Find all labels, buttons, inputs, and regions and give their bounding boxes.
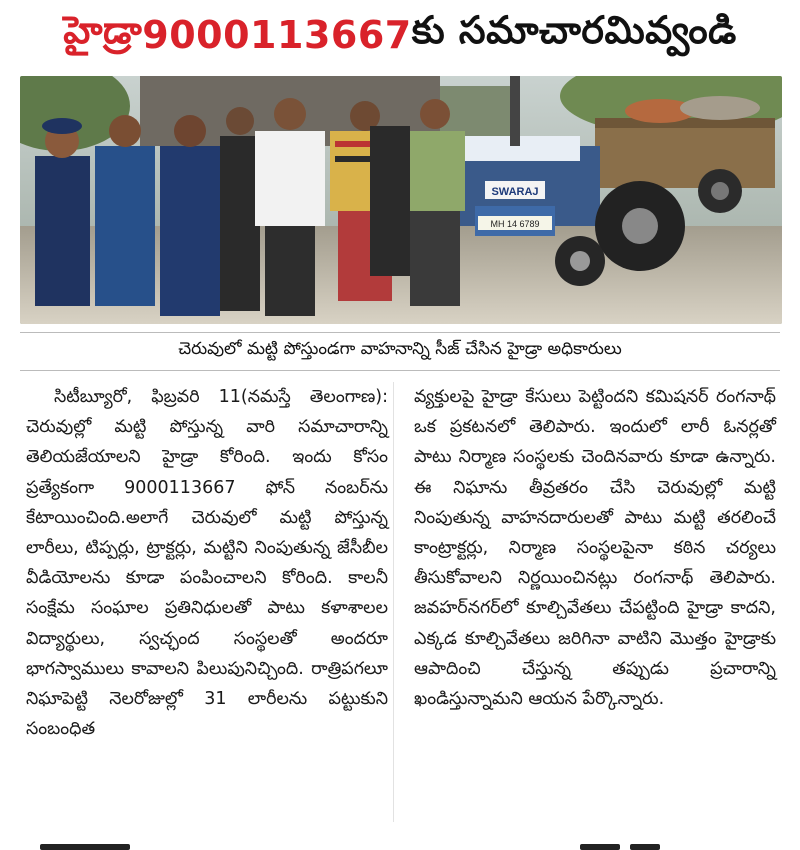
article-column-left <box>26 382 388 744</box>
article-right-text: వ్యక్తులపై హైడ్రా కేసులు పెట్టిందని కమిషనర్ రంగనాథ్ ఒక ప్రకటనలో తెలిపారు. ఇందులో లారీ ఓనర్లతో పాటు నిర్మాణ సంస్థలకు చెందినవారు కూడా ఉన్నారు. ఈ నిఘాను తీవ్రతరం చేసి చెరువుల్లో మట్టి నింపుతున్న వాహనదారులతో పాటు మట్టి తరలించే కాంట్రాక్టర్లు, నిర్మాణ సంస్థలపైనా కఠిన చర్యలు తీసుకోవాలని నిర్ణయించినట్లు రంగనాథ్ తెలిపారు. జవహర్‌నగర్‌లో కూల్చివేతలు చేపట్టింది హైడ్రా కాదని, ఎక్కడ కూల్చివేతలు జరిగినా వాటిని మొత్తం హైడ్రాకు ఆపాదించి చేస్తున్న తప్పుడు ప్రచారాన్ని ఖండిస్తున్నామని ఆయన పేర్కొన్నారు. <box>414 387 776 710</box>
headline-part2: కు సమాచారమివ్వండి <box>411 8 737 52</box>
caption-bottom-rule <box>20 370 780 371</box>
caption-block <box>0 332 800 372</box>
column-divider <box>393 382 394 822</box>
headline-phone: 9000113667 <box>142 13 412 57</box>
article-left-text: సిటీబ్యూరో, ఫిబ్రవరి 11(నమస్తే తెలంగాణ): చెరువుల్లో మట్టి పోస్తున్న వారి సమాచారాన్ని తెలియజేయాలని హైడ్రా కోరింది. ఇందు కోసం ప్రత్యేకంగా 9000113667 ఫోన్ నంబర్‌ను కేటాయించింది.అలాగే చెరువులో మట్టి పోస్తున్న లారీలు, టిప్పర్లు, ట్రాక్టర్లు, మట్టిని నింపుతున్న జేసీబీల వీడియోలను కూడా పంపించాలని కోరింది. కాలనీ సంక్షేమ సంఘాల ప్రతినిధులతో పాటు కళాశాలల విద్యార్థులు, స్వచ్ఛంద సంస్థలతో అందరూ భాగస్వాములు కావాలని పిలుపునిచ్చింది. రాత్రిపగలూ నిఘాపెట్టి నెలరోజుల్లో 31 లారీలను పట్టుకుని సంబంధిత <box>26 387 388 740</box>
headline <box>0 0 800 70</box>
svg-text:SWARAJ: SWARAJ <box>491 186 539 198</box>
headline-part1: హైడ్రా <box>63 8 143 52</box>
article-column-right <box>414 382 776 714</box>
news-photo <box>20 76 782 324</box>
svg-text:MH 14 6789: MH 14 6789 <box>490 219 540 229</box>
photo-caption: చెరువులో మట్టి పోస్తుండగా వాహనాన్ని సీజ్ చేసిన హైడ్రా అధికారులు <box>178 339 622 359</box>
news-photo-tractor-officials-icon <box>20 76 782 324</box>
next-article-cutoff <box>20 836 780 850</box>
